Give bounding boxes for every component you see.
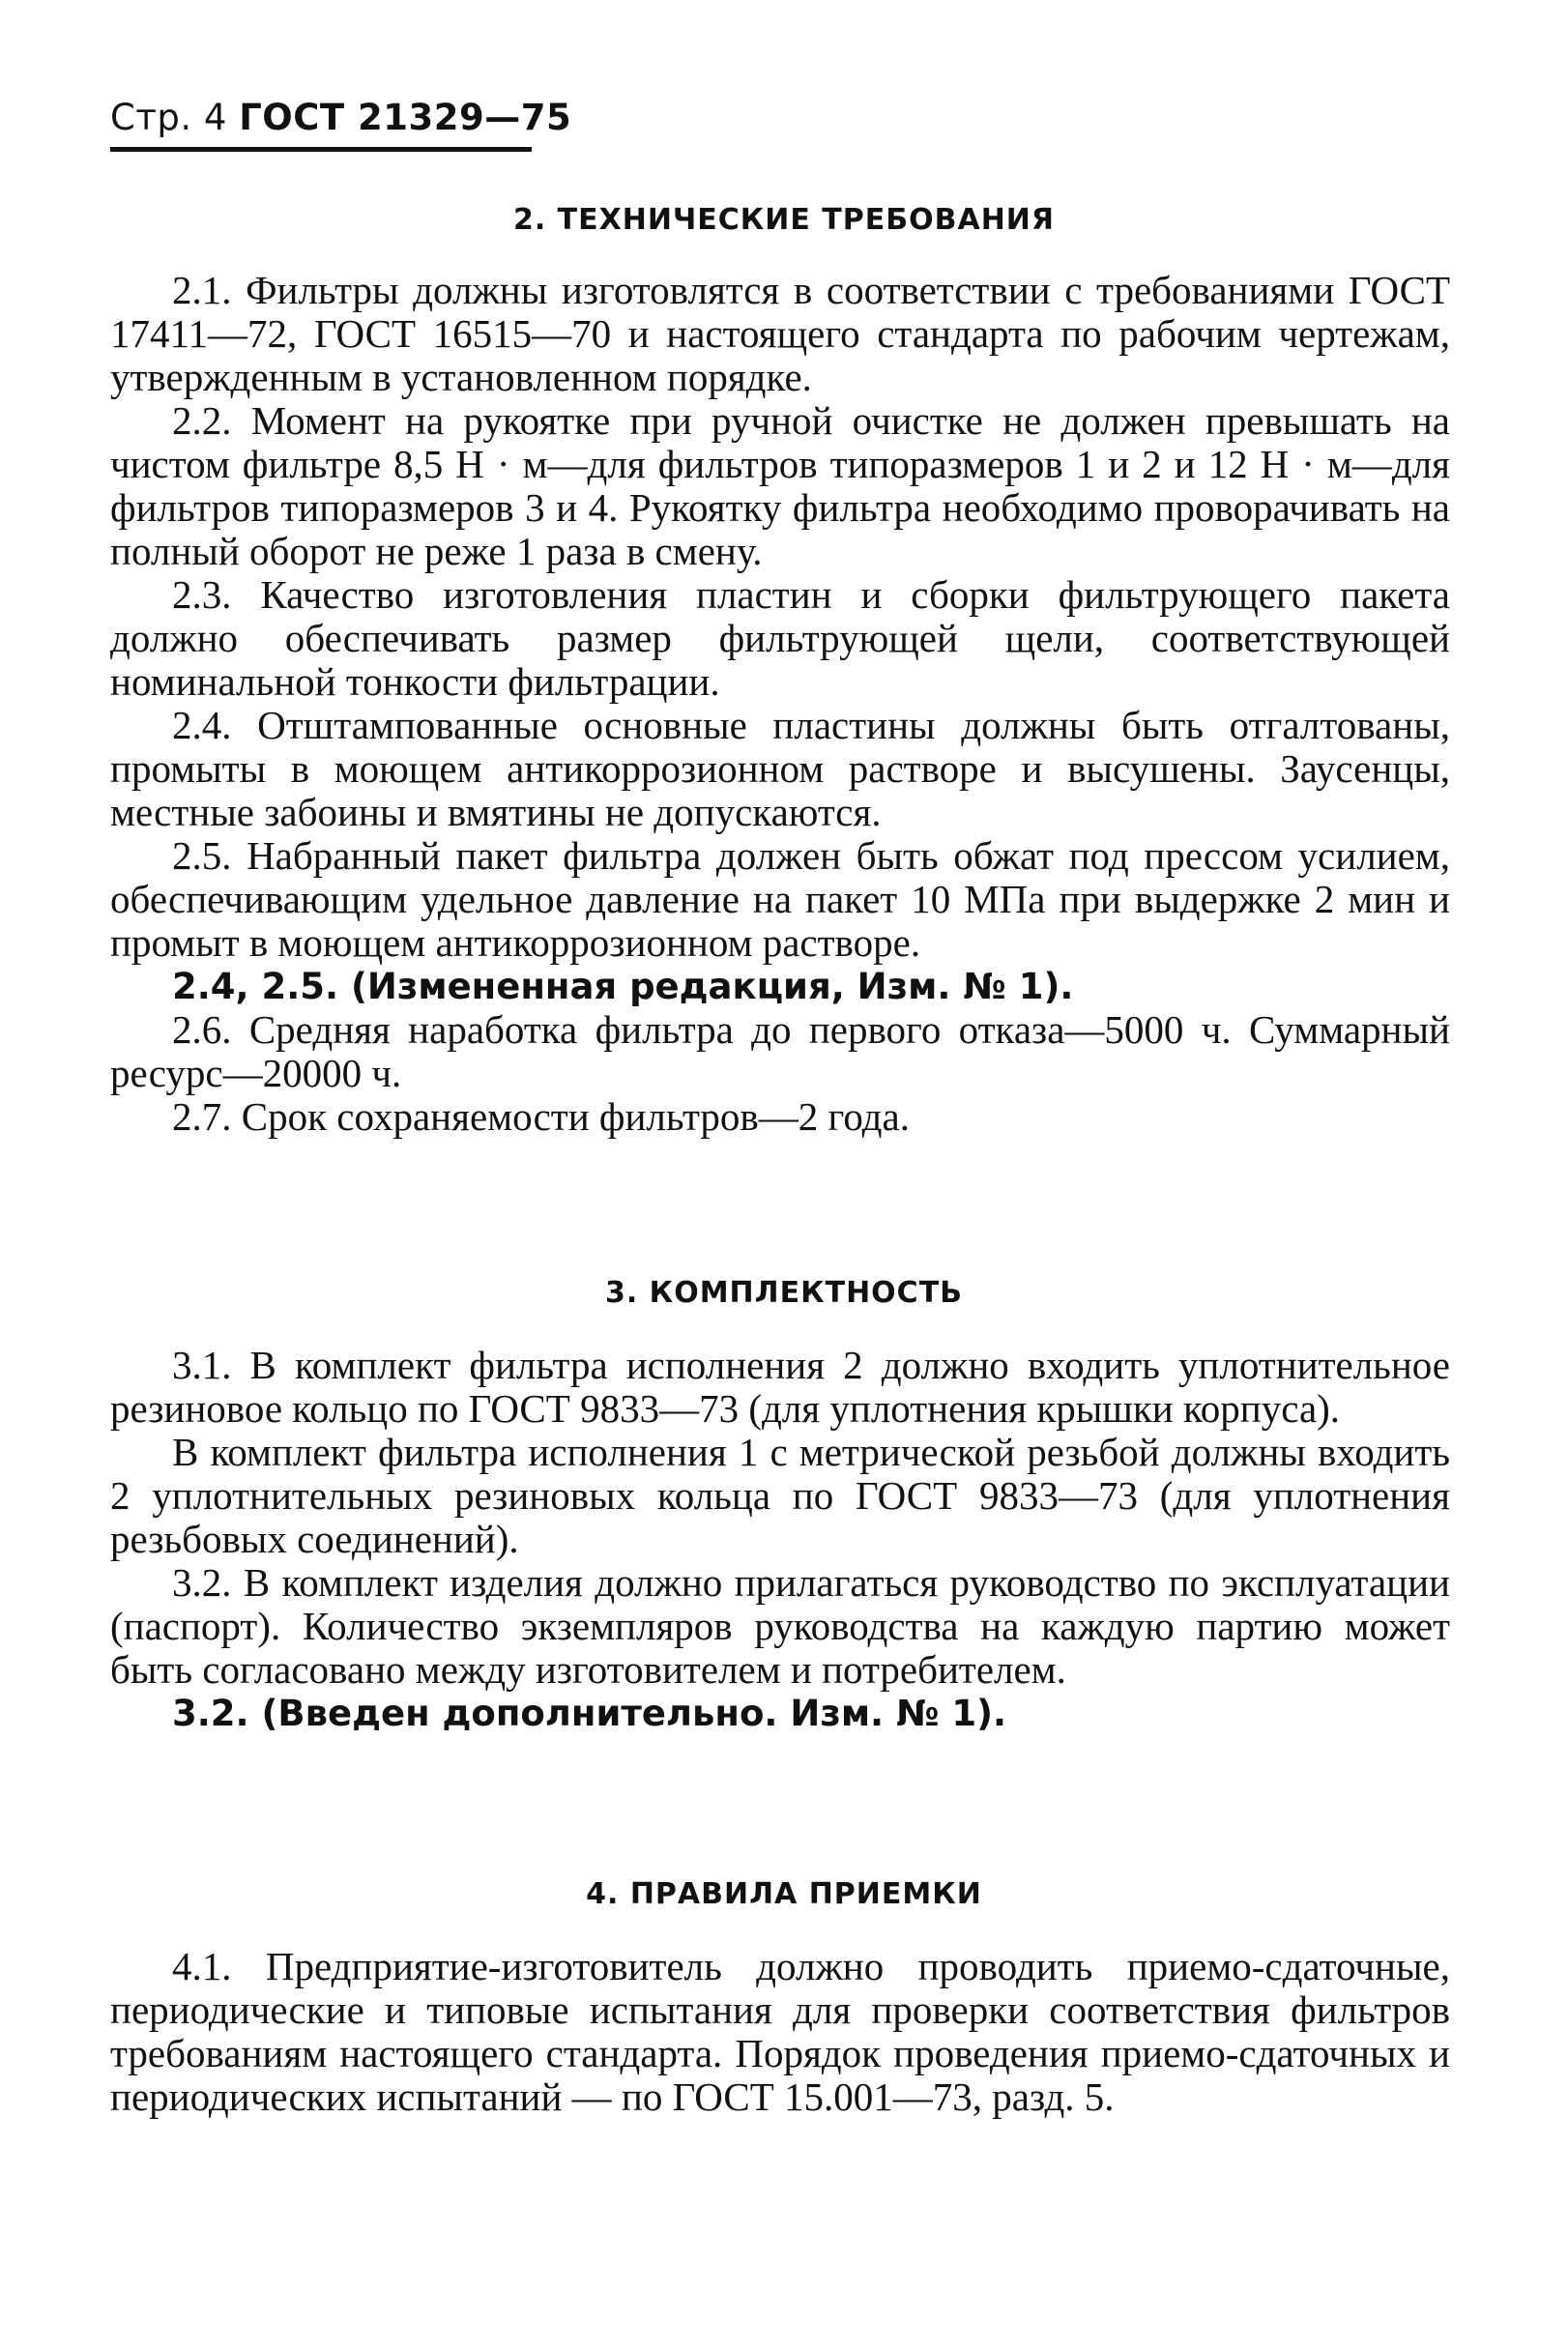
paragraph-3-1-continued: В комплект фильтра исполнения 1 с метрической резьбой должны входить 2 уплотнительных резиновых кольца по ГОСТ 9833—73 (для уплотнения резьбовых соединений). [110, 1430, 1450, 1561]
header-rule [110, 147, 532, 152]
paragraph-2-2: 2.2. Момент на рукоятке при ручной очистке не должен превышать на чистом фильтре 8,5 Н · м—для фильтров типоразмеров 1 и 2 и 12 Н · м—для фильтров типоразмеров 3 и 4. Рукоятку фильтра необходимо проворачивать на полный оборот не реже 1 раза в смену. [110, 398, 1450, 573]
section-title-acceptance-rules: 4. ПРАВИЛА ПРИЕМКИ [586, 1877, 982, 1911]
section-body-completeness [110, 1344, 1450, 1735]
section-title-completeness: 3. КОМПЛЕКТНОСТЬ [604, 1276, 964, 1310]
section-body-acceptance-rules [110, 1945, 1450, 2119]
section-body-technical-requirements [110, 269, 1450, 1139]
paragraph-3-1: 3.1. В комплект фильтра исполнения 2 должно входить уплотнительное резиновое кольцо по ГОСТ 9833—73 (для уплотнения крышки корпуса). [110, 1343, 1450, 1431]
paragraph-2-7: 2.7. Срок сохраняемости фильтров—2 года. [172, 1094, 910, 1139]
paragraph-2-1: 2.1. Фильтры должны изготовлятся в соответствии с требованиями ГОСТ 17411—72, ГОСТ 16515—70 и настоящего стандарта по рабочим чертежам, утвержденным в установленном порядке. [110, 268, 1450, 399]
standard-code: ГОСТ 21329—75 [239, 97, 572, 138]
amendment-note-2-4-2-5: 2.4, 2.5. (Измененная редакция, Изм. № 1). [172, 966, 1074, 1007]
paragraph-2-3: 2.3. Качество изготовления пластин и сборки фильтрующего пакета должно обеспечивать размер фильтрующей щели, соответствующей номинальной тонкости фильтрации. [110, 572, 1450, 704]
page-number: Стр. 4 [110, 97, 227, 138]
paragraph-4-1: 4.1. Предприятие-изготовитель должно проводить приемо-сдаточные, периодические и типовые испытания для проверки соответствия фильтров требованиям настоящего стандарта. Порядок проведения приемо-сдаточных и периодических испытаний — по ГОСТ 15.001—73, разд. 5. [110, 1944, 1450, 2119]
amendment-note-3-2: 3.2. (Введен дополнительно. Изм. № 1). [172, 1693, 1007, 1734]
section-title-technical-requirements: 2. ТЕХНИЧЕСКИЕ ТРЕБОВАНИЯ [512, 203, 1056, 237]
page-header [110, 97, 571, 138]
paragraph-2-5: 2.5. Набранный пакет фильтра должен быть обжат под прессом усилием, обеспечивающим удельное давление на пакет 10 МПа при выдержке 2 мин и промыт в моющем антикоррозионном растворе. [110, 833, 1450, 965]
paragraph-2-6: 2.6. Средняя наработка фильтра до первого отказа—5000 ч. Суммарный ресурс—20000 ч. [110, 1007, 1450, 1095]
paragraph-2-4: 2.4. Отштампованные основные пластины должны быть отгалтованы, промыты в моющем антикоррозионном растворе и высушены. Заусенцы, местные забоины и вмятины не допускаются. [110, 703, 1450, 834]
paragraph-3-2: 3.2. В комплект изделия должно прилагаться руководство по эксплуатации (паспорт). Количество экземпляров руководства на каждую партию может быть согласовано между изготовителем и потребителем. [110, 1560, 1450, 1692]
